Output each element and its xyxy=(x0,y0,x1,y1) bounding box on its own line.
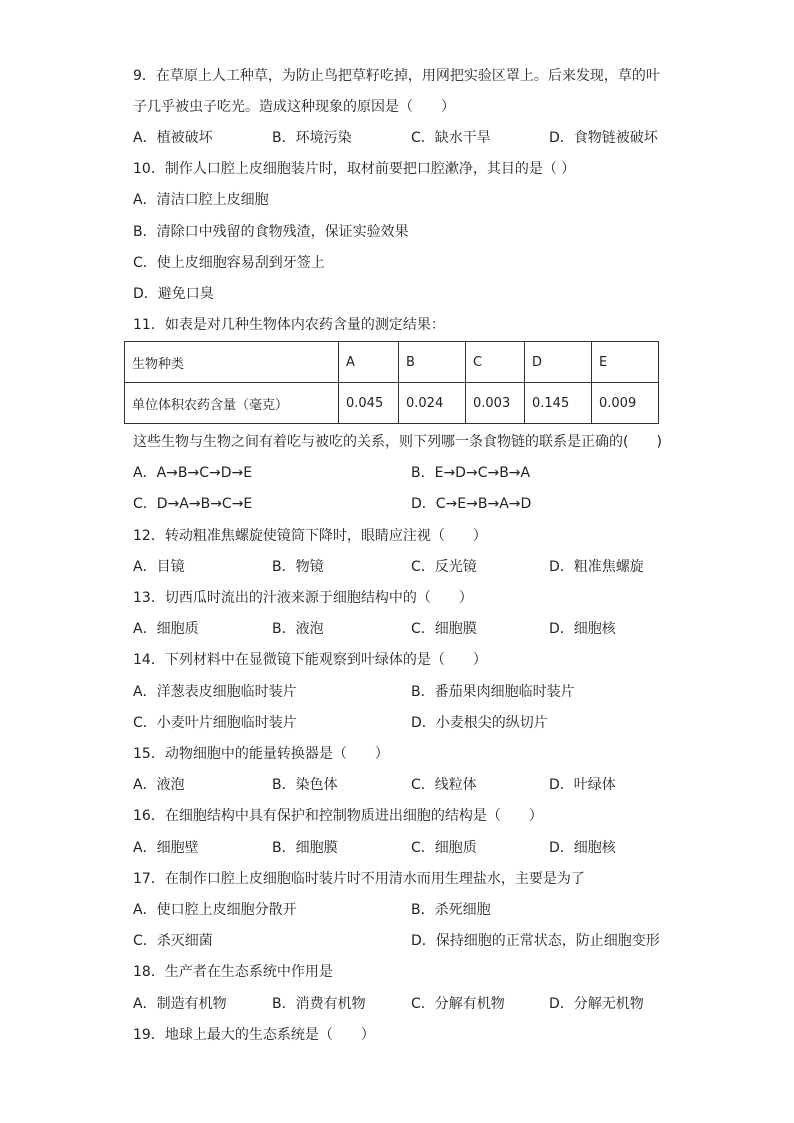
q12-stem: 12．转动粗准焦螺旋使镜筒下降时，眼睛应注视（ ） xyxy=(133,528,487,544)
q17-option-d: D．保持细胞的正常状态，防止细胞变形 xyxy=(411,933,660,949)
q9-option-b: B．环境污染 xyxy=(272,130,352,146)
table-row xyxy=(125,342,659,383)
q12-option-b: B．物镜 xyxy=(272,559,324,575)
q16-option-a: A．细胞壁 xyxy=(133,840,199,856)
q17-stem: 17．在制作口腔上皮细胞临时装片时不用清水而用生理盐水，主要是为了 xyxy=(133,871,585,887)
q17-option-a: A．使口腔上皮细胞分散开 xyxy=(133,902,297,918)
q14-option-a: A．洋葱表皮细胞临时装片 xyxy=(133,684,297,700)
q11-option-b: B．E→D→C→B→A xyxy=(411,465,531,481)
q14-stem: 14．下列材料中在显微镜下能观察到叶绿体的是（ ） xyxy=(133,652,487,668)
table-cell: 0.145 xyxy=(525,383,592,424)
q14-option-d: D．小麦根尖的纵切片 xyxy=(411,715,548,731)
table-header-cell: B xyxy=(399,342,466,383)
q9-option-c: C．缺水干旱 xyxy=(411,130,491,146)
q10-stem: 10．制作人口腔上皮细胞装片时，取材前要把口腔漱净，其目的是（ ） xyxy=(133,161,576,177)
q12-option-a: A．目镜 xyxy=(133,559,185,575)
q15-stem: 15．动物细胞中的能量转换器是（ ） xyxy=(133,746,389,762)
q16-stem: 16．在细胞结构中具有保护和控制物质进出细胞的结构是（ ） xyxy=(133,808,543,824)
q16-option-b: B．细胞膜 xyxy=(272,840,338,856)
q15-option-a: A．液泡 xyxy=(133,777,185,793)
q18-option-c: C．分解有机物 xyxy=(411,996,505,1012)
q11-option-a: A．A→B→C→D→E xyxy=(133,465,253,481)
table-cell: 0.009 xyxy=(592,383,659,424)
q9-stem-line2: 子几乎被虫子吃光。造成这种现象的原因是（ ） xyxy=(133,99,455,115)
q19-stem: 19．地球上最大的生态系统是（ ） xyxy=(133,1027,375,1043)
q18-option-a: A．制造有机物 xyxy=(133,996,227,1012)
q9-stem-line1: 9．在草原上人工种草，为防止鸟把草籽吃掉，用网把实验区罩上。后来发现，草的叶 xyxy=(133,68,660,84)
q14-option-c: C．小麦叶片细胞临时装片 xyxy=(133,715,297,731)
q12-option-c: C．反光镜 xyxy=(411,559,477,575)
q9-option-d: D．食物链被破坏 xyxy=(549,130,658,146)
q17-option-c: C．杀灭细菌 xyxy=(133,933,213,949)
table-row xyxy=(125,383,659,424)
table-cell: 单位体积农药含量（毫克） xyxy=(125,383,339,424)
table-header-cell: D xyxy=(525,342,592,383)
q11-option-c: C．D→A→B→C→E xyxy=(133,496,253,512)
q9-option-a: A．植被破坏 xyxy=(133,130,213,146)
q18-stem: 18．生产者在生态系统中作用是 xyxy=(133,964,333,980)
q18-option-b: B．消费有机物 xyxy=(272,996,366,1012)
q11-stem: 11．如表是对几种生物体内农药含量的测定结果： xyxy=(133,317,445,333)
q13-option-b: B．液泡 xyxy=(272,621,324,637)
q11-question: 这些生物与生物之间有着吃与被吃的关系，则下列哪一条食物链的联系是正确的( ) xyxy=(133,434,662,450)
pesticide-table xyxy=(124,341,659,424)
table-cell: 0.045 xyxy=(339,383,399,424)
table-cell: 0.003 xyxy=(466,383,525,424)
table-header-cell: 生物种类 xyxy=(125,342,339,383)
q15-option-d: D．叶绿体 xyxy=(549,777,616,793)
q16-option-d: D．细胞核 xyxy=(549,840,616,856)
q16-option-c: C．细胞质 xyxy=(411,840,477,856)
table-header-cell: E xyxy=(592,342,659,383)
q14-option-b: B．番茄果肉细胞临时装片 xyxy=(411,684,575,700)
q13-option-d: D．细胞核 xyxy=(549,621,616,637)
table-header-cell: C xyxy=(466,342,525,383)
table-header-cell: A xyxy=(339,342,399,383)
table-cell: 0.024 xyxy=(399,383,466,424)
q13-option-a: A．细胞质 xyxy=(133,621,199,637)
q10-option-c: C．使上皮细胞容易刮到牙签上 xyxy=(133,255,325,271)
q10-option-d: D．避免口臭 xyxy=(133,286,214,302)
q15-option-c: C．线粒体 xyxy=(411,777,477,793)
q18-option-d: D．分解无机物 xyxy=(549,996,644,1012)
q15-option-b: B．染色体 xyxy=(272,777,338,793)
q13-stem: 13．切西瓜时流出的汁液来源于细胞结构中的（ ） xyxy=(133,590,473,606)
q10-option-b: B．清除口中残留的食物残渣，保证实验效果 xyxy=(133,224,409,240)
q17-option-b: B．杀死细胞 xyxy=(411,902,491,918)
q11-option-d: D．C→E→B→A→D xyxy=(411,496,532,512)
q12-option-d: D．粗准焦螺旋 xyxy=(549,559,644,575)
q13-option-c: C．细胞膜 xyxy=(411,621,477,637)
q10-option-a: A．清洁口腔上皮细胞 xyxy=(133,192,269,208)
